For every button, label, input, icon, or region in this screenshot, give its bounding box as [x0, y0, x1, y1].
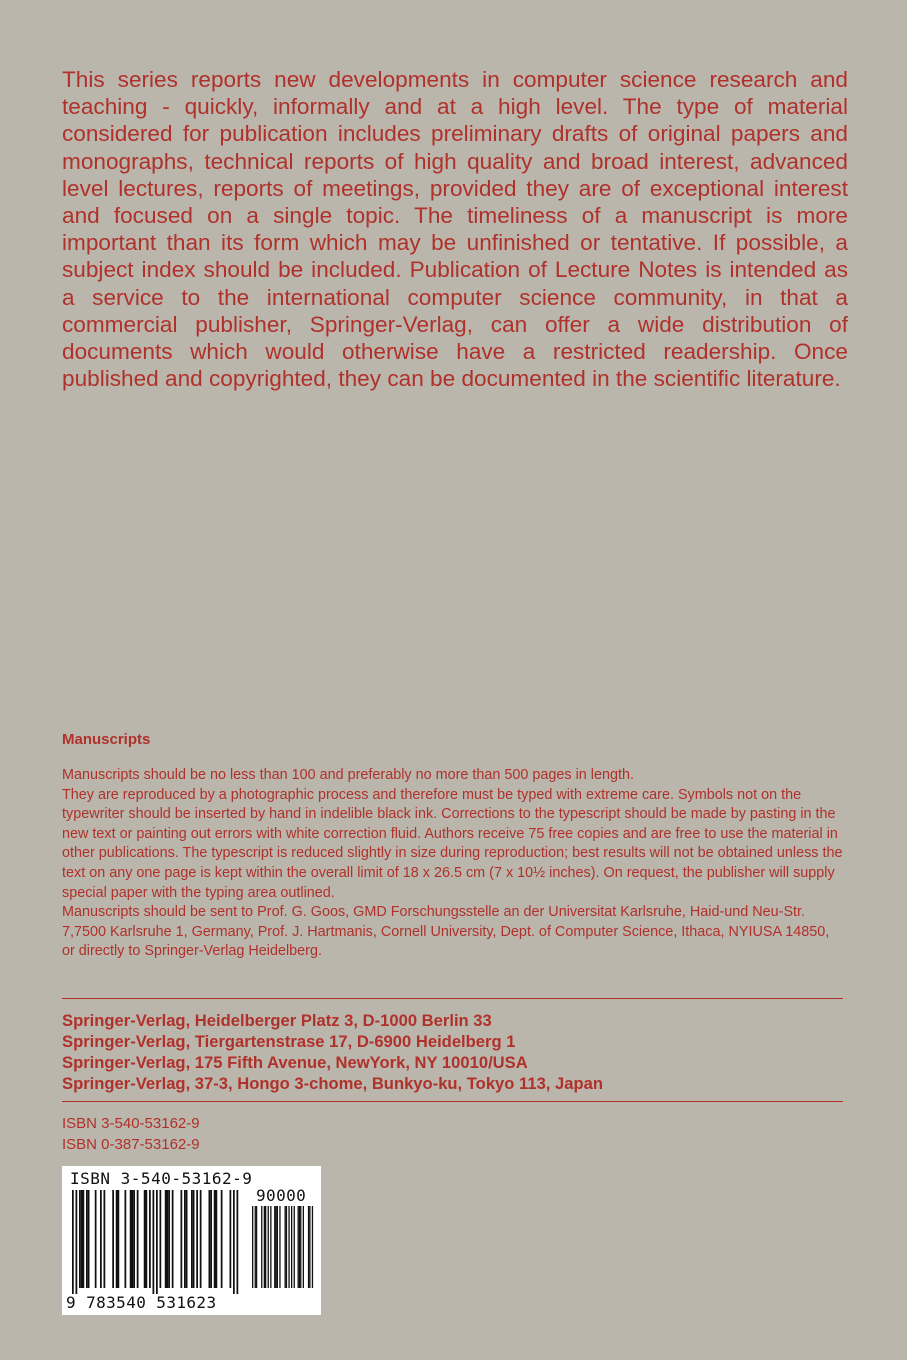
barcode-addon-bar	[274, 1206, 275, 1288]
barcode-bar	[156, 1190, 158, 1294]
barcode-addon-bar	[299, 1206, 300, 1288]
barcode-bar	[100, 1190, 102, 1288]
barcode-bar	[193, 1190, 195, 1288]
barcode-addon-bar	[252, 1206, 253, 1288]
barcode-bar	[230, 1190, 232, 1288]
manuscripts-body	[62, 766, 846, 962]
barcode-addon-bar	[298, 1206, 299, 1288]
barcode-bar	[167, 1190, 169, 1288]
address-tokyo: Springer-Verlag, 37-3, Hongo 3-chome, Bunkyo-ku, Tokyo 113, Japan	[62, 1074, 603, 1093]
series-description: This series reports new developments in computer science research and teaching - quickly, informally and at a high level. The type of material considered for publication includes preliminary drafts of original papers and monographs, technical reports of high quality and broad interest, advanced level lectures, reports of meetings, provided they are of exceptional interest and focused on a single topic. The timeliness of a manuscript is more important than its form which may be unfinished or tentative. If possible, a subject index should be included. Publication of Lecture Notes is intended as a service to the international computer science community, in that a commercial publisher, Springer-Verlag, can offer a wide distribution of documents which would otherwise have a restricted readership. Once published and copyrighted, they can be documented in the scientific literature.	[62, 67, 848, 392]
barcode-addon-bar	[288, 1206, 289, 1288]
barcode-bar	[168, 1190, 170, 1288]
barcode-bar	[196, 1190, 198, 1288]
barcode-addon-bar	[270, 1206, 271, 1288]
divider-top	[62, 998, 843, 999]
barcode-bar	[83, 1190, 85, 1288]
barcode-bar	[160, 1190, 162, 1288]
barcode-addon-bar	[268, 1206, 269, 1288]
barcode-bar	[118, 1190, 120, 1288]
publisher-addresses	[62, 1010, 603, 1094]
isbn-springer-berlin: ISBN 3-540-53162-9	[62, 1115, 200, 1132]
address-heidelberg: Springer-Verlag, Tiergartenstrase 17, D-6900 Heidelberg 1	[62, 1032, 516, 1051]
manuscripts-paragraph-length: Manuscripts should be no less than 100 and preferably no more than 500 pages in length.	[62, 767, 635, 783]
barcode-bar	[137, 1190, 139, 1288]
barcode-bar	[88, 1190, 90, 1288]
barcode-addon-bar	[303, 1206, 304, 1288]
barcode-bar	[221, 1190, 223, 1288]
barcode-bar	[165, 1190, 167, 1288]
manuscripts-heading: Manuscripts	[62, 731, 151, 748]
isbn-list	[62, 1113, 200, 1155]
divider-bottom	[62, 1101, 843, 1102]
barcode-bar	[200, 1190, 202, 1288]
barcode-addon-bar	[309, 1206, 310, 1288]
barcode-bar	[237, 1190, 239, 1294]
barcode-bar	[184, 1190, 186, 1288]
barcode-addon-bar	[279, 1206, 280, 1288]
isbn-springer-new-york: ISBN 0-387-53162-9	[62, 1136, 200, 1153]
barcode-ean-number: 9 783540 531623	[66, 1293, 217, 1312]
barcode-addon-bar	[312, 1206, 313, 1288]
barcode-addon-bar	[277, 1206, 278, 1288]
barcode-bar	[125, 1190, 127, 1288]
barcode-bar	[132, 1190, 134, 1288]
barcode-bar	[86, 1190, 88, 1288]
barcode-bar	[81, 1190, 83, 1288]
barcode-bar	[149, 1190, 151, 1288]
barcode-bar	[116, 1190, 118, 1288]
barcode-bar	[72, 1190, 74, 1294]
barcode-bar	[210, 1190, 212, 1288]
barcode-bar	[133, 1190, 135, 1288]
barcode-bar	[216, 1190, 218, 1288]
barcode-bar	[209, 1190, 211, 1288]
barcode-isbn-label: ISBN 3-540-53162-9	[70, 1169, 253, 1188]
barcode-addon-number: 90000	[256, 1186, 307, 1205]
address-berlin: Springer-Verlag, Heidelberger Platz 3, D-1000 Berlin 33	[62, 1011, 492, 1030]
barcode-bar	[104, 1190, 106, 1288]
barcode-addon-bar	[308, 1206, 309, 1288]
barcode-bar	[233, 1190, 235, 1294]
barcode-addon-bar	[264, 1206, 265, 1288]
barcode-addon-bar	[255, 1206, 256, 1288]
barcode-addon-bar	[261, 1206, 262, 1288]
barcode-addon-bar	[300, 1206, 301, 1288]
barcode-bar	[186, 1190, 188, 1288]
barcode-bar	[214, 1190, 216, 1288]
address-new-york: Springer-Verlag, 175 Fifth Avenue, NewYork, NY 10010/USA	[62, 1053, 528, 1072]
barcode-addon-bar	[291, 1206, 292, 1288]
barcode-bar	[191, 1190, 193, 1288]
barcode-addon-bar	[265, 1206, 266, 1288]
barcode-addon-bar	[256, 1206, 257, 1288]
barcode-addon-bar	[294, 1206, 295, 1288]
barcode-bar	[76, 1190, 78, 1294]
barcode-bar	[146, 1190, 148, 1288]
barcode-bar	[181, 1190, 183, 1288]
barcode-bar	[112, 1190, 114, 1288]
barcode-addon-bar	[285, 1206, 286, 1288]
manuscripts-paragraph-submission: Manuscripts should be sent to Prof. G. Goos, GMD Forschungsstelle an der Universitat Karlsruhe, Haid-und Neu-Str. 7,7500 Karlsruhe 1, Germany, Prof. J. Hartmanis, Cornell University, Dept. of Computer Science, Ithaca, NYIUSA 14850, or directly to Springer-Verlag Heidelberg.	[62, 904, 830, 960]
barcode-bar	[95, 1190, 97, 1288]
barcode-addon-bar	[275, 1206, 276, 1288]
barcode	[62, 1166, 321, 1315]
manuscripts-paragraph-preparation: They are reproduced by a photographic process and therefore must be typed with extreme care. Symbols not on the typewriter should be inserted by hand in indelible black ink. Corrections to the typescript should be made by pasting in the new text or painting out errors with white correction fluid. Authors receive 75 free copies and are free to use the material in other publications. The typescript is reduced slightly in size during reproduction; best results will not be obtained unless the text on any one page is kept within the overall limit of 18 x 26.5 cm (7 x 10½ inches). On request, the publisher will supply special paper with the typing area outlined.	[62, 786, 843, 901]
barcode-bar	[144, 1190, 146, 1288]
barcode-bar	[153, 1190, 155, 1294]
barcode-bar	[172, 1190, 174, 1288]
barcode-bar	[79, 1190, 81, 1288]
barcode-addon-bar	[286, 1206, 287, 1288]
barcode-bar	[130, 1190, 132, 1288]
